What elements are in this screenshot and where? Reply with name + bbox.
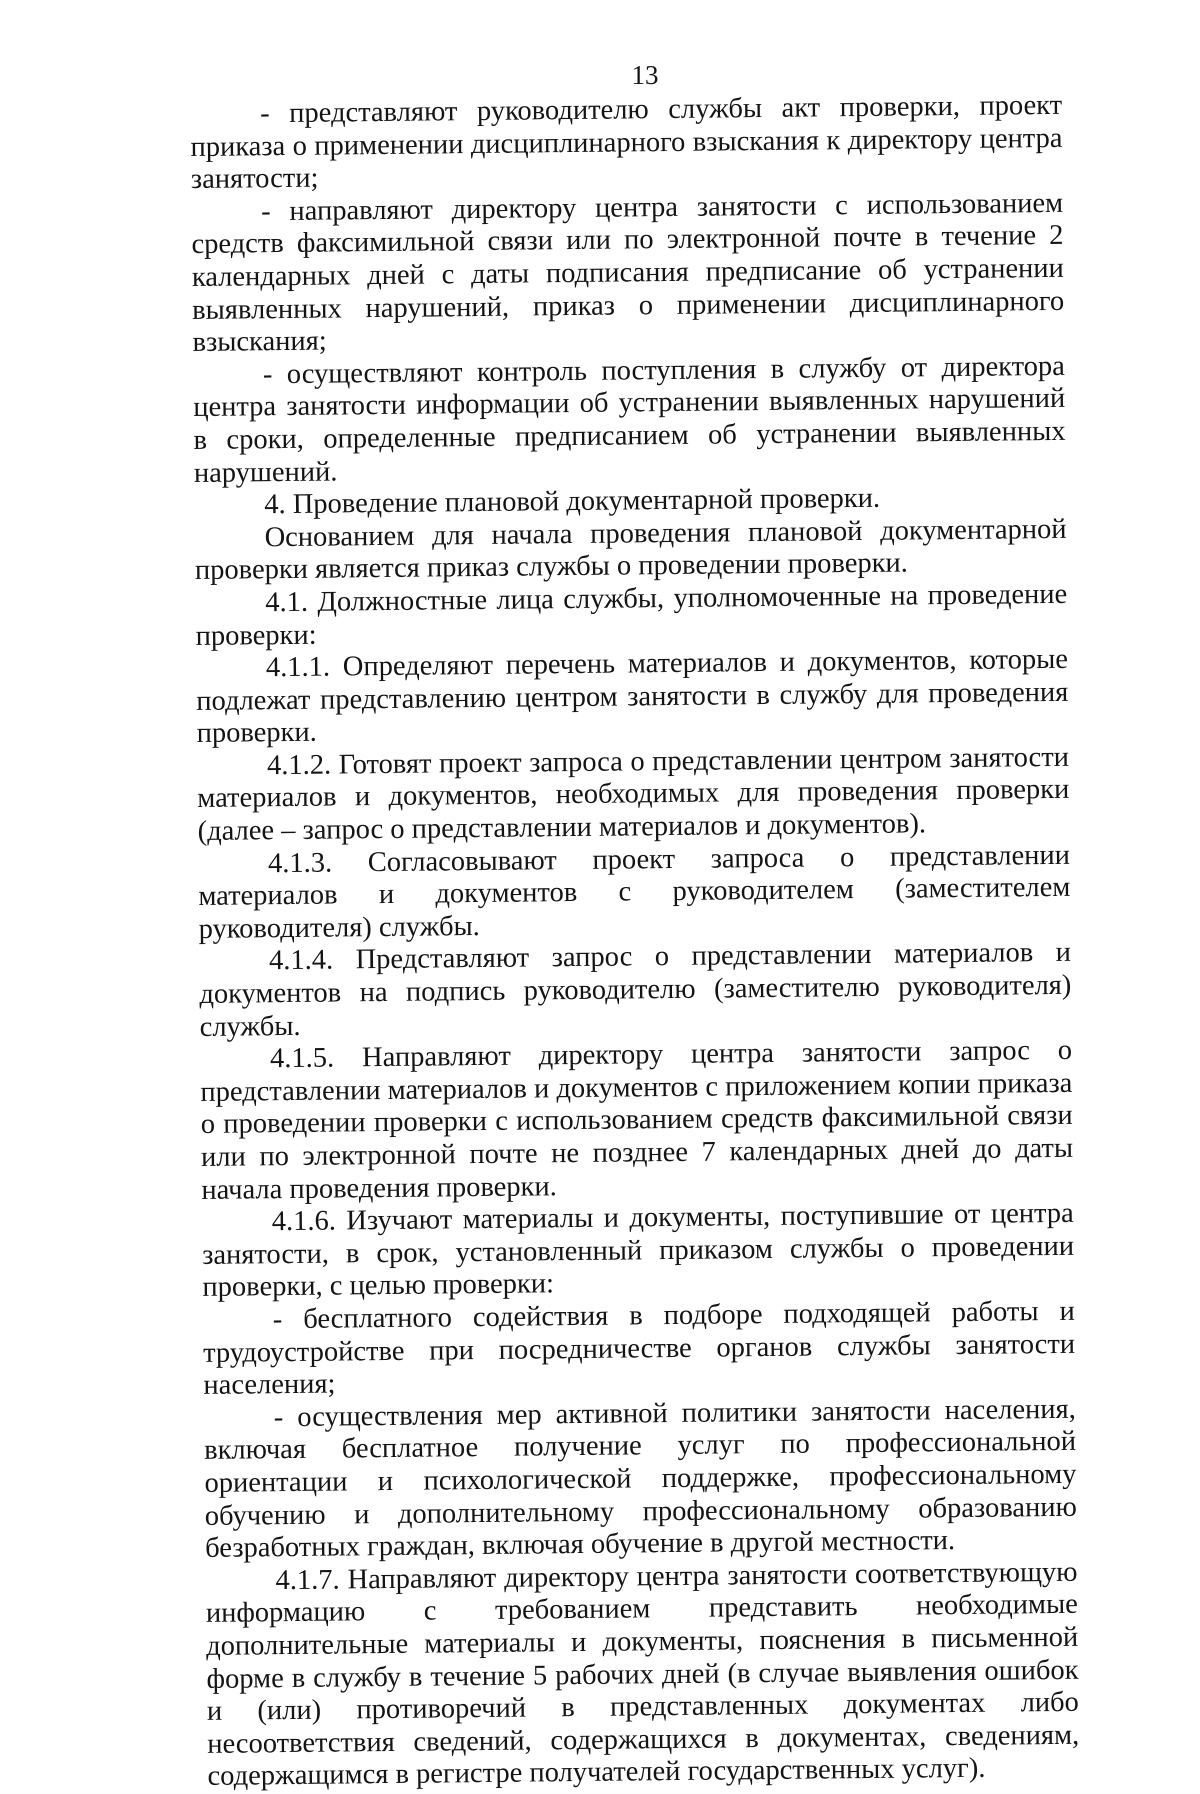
paragraph-4-1-4: 4.1.4. Представляют запрос о представлении материалов и документов на подпись руководителю (заместителю руководителя) службы. <box>199 937 1072 1043</box>
paragraph-4-1-6: 4.1.6. Изучают материалы и документы, поступившие от центра занятости, в срок, установленный приказом службы о проведении проверки, с целью проверки: <box>201 1197 1075 1304</box>
paragraph-4-1-5: 4.1.5. Направляют директору центра занятости запрос о представлении материалов и документов с приложением копии приказа о проведении проверки с использованием средств факсимильной связи или по электронной почте не позднее 7 календарных дней до даты начала проведения проверки. <box>200 1035 1074 1206</box>
paragraph-send-prescription: - направляют директору центра занятости с использованием средств факсимильной связи или по электронной почте в течение 2 календарных дней с даты подписания предписание об устранении выявленных нарушений, приказ о применении дисциплинарного взыскания; <box>191 187 1065 359</box>
paragraph-active-policy: - осуществления мер активной политики занятости населения, включая бесплатное получение услуг по профессиональной ориентации и психологической поддержке, профессиональному обучению и дополнительному профессиональному образованию безработных граждан, включая обучение в другой местности. <box>203 1393 1077 1565</box>
paragraph-free-assistance: - бесплатного содействия в подборе подходящей работы и трудоустройстве при посредничестве органов службы занятости населения; <box>202 1295 1076 1402</box>
page-number: 13 <box>631 60 659 90</box>
paragraph-4-1-1: 4.1.1. Определяют перечень материалов и документов, которые подлежат представлению центром занятости в службу для проведения проверки. <box>196 643 1069 750</box>
paragraph-4-1-7: 4.1.7. Направляют директору центра занятости соответствующую информацию с требованием представить необходимые дополнительные материалы и документы, пояснения в письменной форме в службу в течение 5 рабочих дней (в случае выявления ошибок и (или) противоречий в представленных документах либо несоответствия сведений, содержащихся в документах, сведениям, содержащимся в регистре получателей государственных услуг). <box>205 1556 1080 1793</box>
section-heading-4: 4. Проведение плановой документарной проверки. <box>264 482 881 521</box>
paragraph-basis: Основанием для начала проведения плановой документарной проверки является приказ службы о проведении проверки. <box>194 513 1067 587</box>
paragraph-4-1-2: 4.1.2. Готовят проект запроса о представлении центром занятости материалов и документов, необходимых для проведения проверки (далее – запрос о представлении материалов и документов). <box>197 741 1070 848</box>
paragraph-4-1: 4.1. Должностные лица службы, уполномоченные на проведение проверки: <box>195 578 1068 652</box>
paragraph-4-1-3: 4.1.3. Согласовывают проект запроса о представлении материалов и документов с руководителем (заместителем руководителя) службы. <box>198 839 1071 945</box>
document-body <box>190 90 1080 1794</box>
paragraph-control-receipt: - осуществляют контроль поступления в службу от директора центра занятости информации об устранении выявленных нарушений в сроки, определенные предписанием об устранении выявленных нарушений. <box>193 350 1066 489</box>
paragraph-submit-act: - представляют руководителю службы акт проверки, проект приказа о применении дисциплинарного взыскания к директору центра занятости; <box>190 89 1063 196</box>
